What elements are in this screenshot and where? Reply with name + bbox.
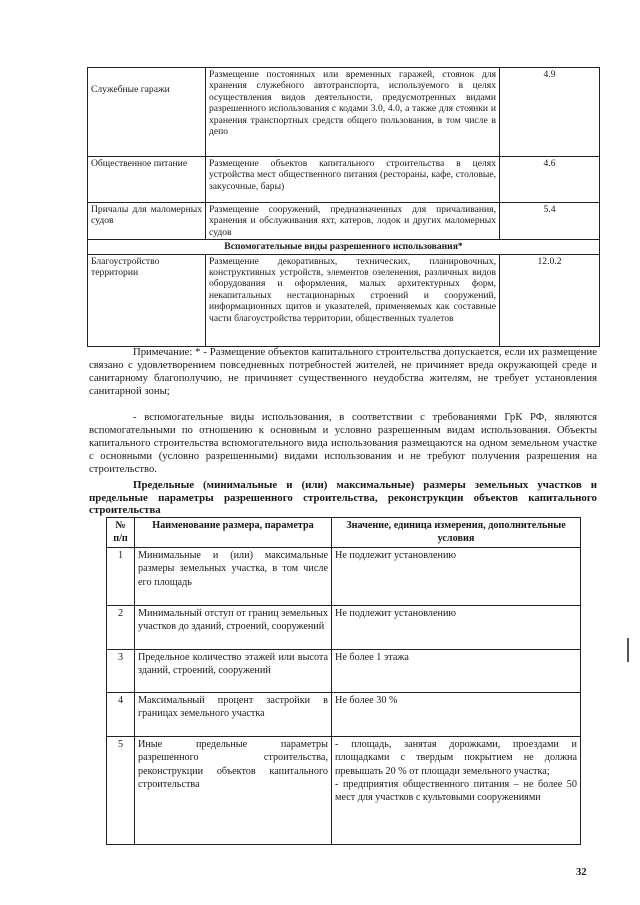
param-name: Минимальный отступ от границ земельных участков до зданий, строений, сооружений — [135, 605, 332, 649]
table-row — [107, 736, 581, 844]
col-header-name: Наименование размера, параметра — [135, 518, 332, 548]
param-value-line: - предприятия общественного питания – не более 50 мест для участков с культовыми сооружениями — [335, 779, 577, 804]
use-description: Размещение объектов капитального строительства в целях устройства мест общественного питания (рестораны, кафе, столовые, закусочные, бары) — [206, 157, 500, 203]
param-value — [332, 736, 581, 844]
param-value: Не подлежит установлению — [332, 547, 581, 605]
param-value: Не более 1 этажа — [332, 649, 581, 692]
table-row — [107, 692, 581, 736]
params-table — [106, 517, 581, 845]
table-row — [107, 649, 581, 692]
params-heading: Предельные (минимальные и (или) максимальные) размеры земельных участков и предельные параметры разрешенного строительства, реконструкции объектов капитального строительства — [89, 479, 597, 517]
use-code: 4.6 — [500, 157, 600, 203]
table-row — [88, 203, 600, 240]
row-number: 5 — [107, 736, 135, 844]
row-number: 3 — [107, 649, 135, 692]
use-name: Причалы для маломерных судов — [88, 203, 206, 240]
table-row — [88, 157, 600, 203]
table-header-row — [107, 518, 581, 548]
use-code: 5.4 — [500, 203, 600, 240]
table-row — [88, 254, 600, 346]
use-description: Размещение сооружений, предназначенных для причаливания, хранения и обслуживания яхт, катеров, лодок и других маломерных судов — [206, 203, 500, 240]
use-name: Общественное питание — [88, 157, 206, 203]
use-name: Служебные гаражи — [88, 68, 206, 157]
use-code: 4.9 — [500, 68, 600, 157]
row-number: 2 — [107, 605, 135, 649]
section-title: Вспомогательные виды разрешенного использования* — [88, 240, 600, 254]
table-row — [88, 68, 600, 157]
table-row — [107, 547, 581, 605]
page-number: 32 — [576, 867, 587, 878]
permitted-uses-table — [87, 67, 600, 347]
param-value: Не более 30 % — [332, 692, 581, 736]
col-header-value: Значение, единица измерения, дополнительные условия — [332, 518, 581, 548]
col-header-number: № п/п — [107, 518, 135, 548]
use-code: 12.0.2 — [500, 254, 600, 346]
scan-edge-mark — [627, 638, 629, 662]
param-name: Минимальные и (или) максимальные размеры земельных участка, в том числе его площадь — [135, 547, 332, 605]
param-name: Предельное количество этажей или высота зданий, строений, сооружений — [135, 649, 332, 692]
note-paragraph: Примечание: * - Размещение объектов капитального строительства допускается, если их размещение связано с удовлетворением повседневных потребностей жителей, не причиняет вреда окружающей среде и санитарному благополучию, не причиняет существенного неудобства жителям, не требует установления санитарной зоны; — [89, 346, 597, 398]
section-row — [88, 240, 600, 254]
note-paragraph: - вспомогательные виды использования, в соответствии с требованиями ГрК РФ, являются вспомогательными по отношению к основным и условно разрешенным видам использования. Объекты капитального строительства вспомогательного вида использования размещаются на одном земельном участке с основными (условно разрешенными) видами использования и не требуют получения разрешения на строительство. — [89, 411, 597, 476]
use-description: Размещение декоративных, технических, планировочных, конструктивных устройств, элементов озеленения, различных видов оборудования и оформления, малых архитектурных форм, некапитальных нестационарных строений и сооружений, информационных щитов и указателей, применяемых как составные части благоустройства территории, общественных туалетов — [206, 254, 500, 346]
row-number: 4 — [107, 692, 135, 736]
param-value-line: - площадь, занятая дорожками, проездами и площадками с твердым покрытием не должна превышать 20 % от площади земельного участка; — [335, 738, 577, 777]
row-number: 1 — [107, 547, 135, 605]
param-value: Не подлежит установлению — [332, 605, 581, 649]
use-description: Размещение постоянных или временных гаражей, стоянок для хранения служебного автотранспорта, используемого в целях осуществления видов деятельности, предусмотренных видами разрешенного использования с кодами 3.0, 4.0, а также для стоянки и хранения транспортных средств общего пользования, в том числе в депо — [206, 68, 500, 157]
use-name: Благоустройство территории — [88, 254, 206, 346]
param-name: Максимальный процент застройки в границах земельного участка — [135, 692, 332, 736]
table-row — [107, 605, 581, 649]
param-name: Иные предельные параметры разрешенного строительства, реконструкции объектов капитального строительства — [135, 736, 332, 844]
